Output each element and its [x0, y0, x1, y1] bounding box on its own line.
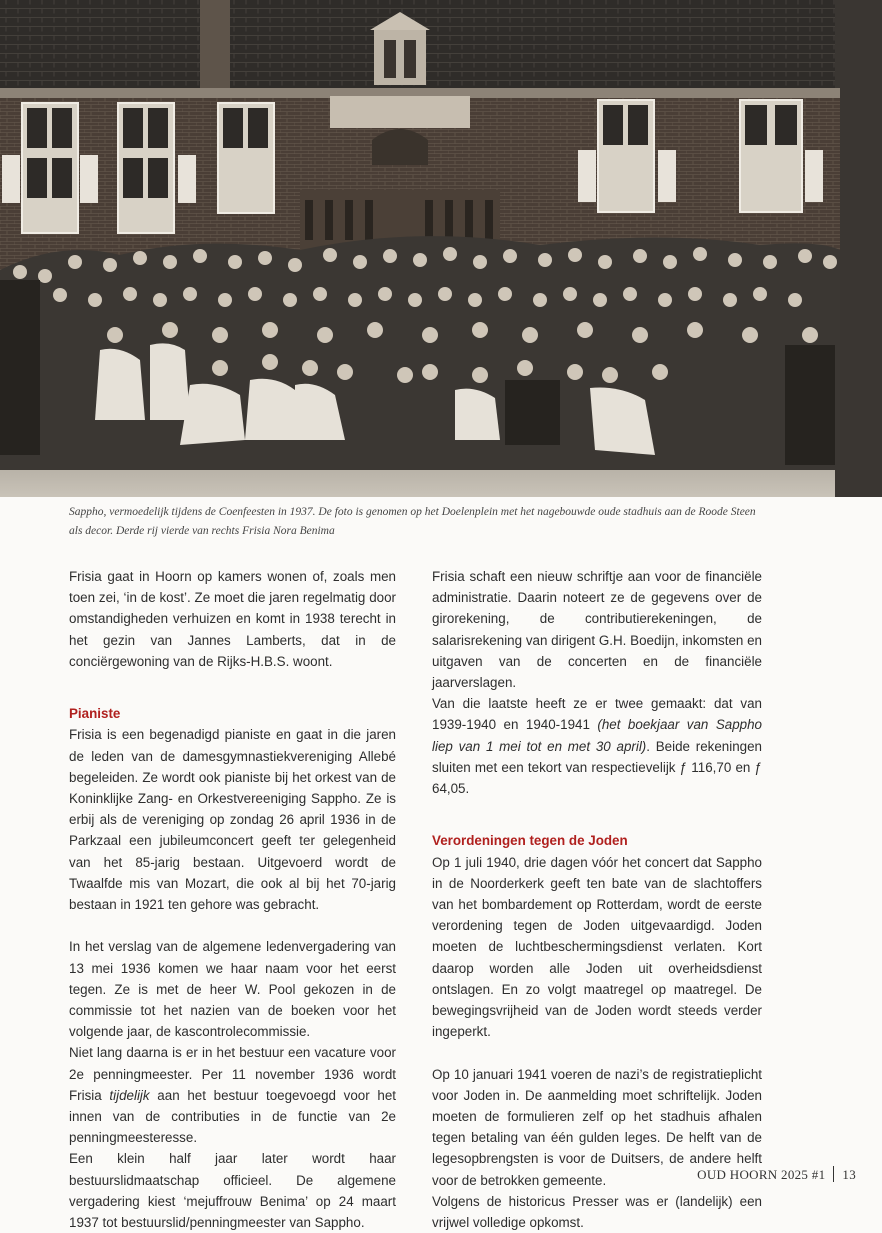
paragraph-presser: Volgens de historicus Presser was er (landelijk) een vrijwel volledige opkomst.	[432, 1193, 762, 1231]
photo-caption: Sappho, vermoedelijk tijdens de Coenfeesten in 1937. De foto is genomen op het Doelenplein met het nagebouwde oude stadhuis aan de Roode Steen als decor. Derde rij vierde van rechts Frisia Nora Benima	[69, 506, 756, 537]
right-column	[432, 566, 762, 1233]
paragraph-intro: Frisia gaat in Hoorn op kamers wonen of, zoals men toen zei, ‘in de kost’. Ze moet die jaren regelmatig door omstandigheden verhuizen en komt in 1938 terecht in het gezin van Jannes Lamberts, dat in de conciërgewoning van de Rijks-H.B.S. woont.	[69, 569, 396, 669]
page-number: 13	[842, 1167, 856, 1182]
paragraph-vacature: Niet lang daarna is er in het bestuur een vacature voor 2e penningmeester. Per 11 november 1936 wordt Frisia tijdelijk aan het bestuur toegevoegd voor het innen van de contributies in de functie van 2e penningmeesteresse.	[69, 1045, 396, 1146]
paragraph-bestuurslid: Een klein half jaar later wordt haar bestuurslidmaatschap officieel. De algemene vergadering kiest ‘mejuffrouw Benima’ op 24 maart 1937 tot bestuurslid/penningmeester van Sappho.	[69, 1151, 396, 1231]
paragraph-verslag: In het verslag van de algemene ledenvergadering van 13 mei 1936 komen we haar naam voor het eerst tegen. Ze is met de heer W. Pool gekozen in de commissie tot het nazien van de boeken voor het volgende jaar, de kascontrolecommissie.	[69, 939, 396, 1040]
paragraph-jaarverslagen: Van die laatste heeft ze er twee gemaakt: dat van 1939-1940 en 1940-1941 (het boekjaar van Sappho liep van 1 mei tot en met 30 april). Beide rekeningen sluiten met een tekort van respectievelijk ƒ 116,70 en ƒ 64,05.	[432, 696, 763, 797]
footer-divider	[833, 1166, 834, 1182]
paragraph-verordeningen: Op 1 juli 1940, drie dagen vóór het concert dat Sappho in de Noorderkerk geeft ten bate van de slachtoffers van het bombardement op Rotterdam, wordt de eerste verordening tegen de Joden uitgevaardigd. Joden moeten de luchtbeschermingsdienst verlaten. Kort daarop worden alle Joden uit overheidsdienst ontslagen. En zo volgt maatregel op maatregel. De bewegingsvrijheid van de Joden wordt steeds verder ingeperkt.	[432, 854, 762, 1040]
paragraph-registratie: Op 10 januari 1941 voeren de nazi’s de registratieplicht voor Joden in. De aanmelding moet schriftelijk. Joden moeten de formulieren zelf op het stadhuis afhalen tegen betaling van één gulden leges. De helft van de legesopbrengsten is voor de Duitsers, de andere helft voor de betrokken gemeente.	[432, 1066, 762, 1188]
photo-illustration	[0, 0, 882, 497]
paragraph-schriftje: Frisia schaft een nieuw schriftje aan voor de financiële administratie. Daarin noteert ze de gegevens over de girorekening, de contributierekeningen, de salarisrekening van dirigent G.H. Boedijn, inkomsten en uitgaven van de concerten en de financiële jaarverslagen.	[432, 569, 762, 691]
group-photo	[0, 0, 882, 497]
left-column	[69, 566, 396, 1233]
publication-name: OUD HOORN 2025 #1	[697, 1167, 826, 1182]
heading-pianiste: Pianiste	[69, 706, 121, 722]
heading-verordeningen: Verordeningen tegen de Joden	[432, 833, 628, 849]
paragraph-pianiste: Frisia is een begenadigd pianiste en gaat in die jaren de leden van de damesgymnastiekvereniging Allebé begeleiden. Ze wordt ook pianiste bij het orkest van de Koninklijke Zang- en Orkestvereeniging Sappho. Ze is erbij als de vereniging op zondag 26 april 1936 in de Parkzaal een jubileumconcert geeft ter gelegenheid van het 85-jarig bestaan. Uitgevoerd wordt de Twaalfde mis van Mozart, die ook al bij het 70-jarig bestaan in 1921 ten gehore was gebracht.	[69, 727, 396, 913]
page-footer	[697, 1166, 856, 1183]
